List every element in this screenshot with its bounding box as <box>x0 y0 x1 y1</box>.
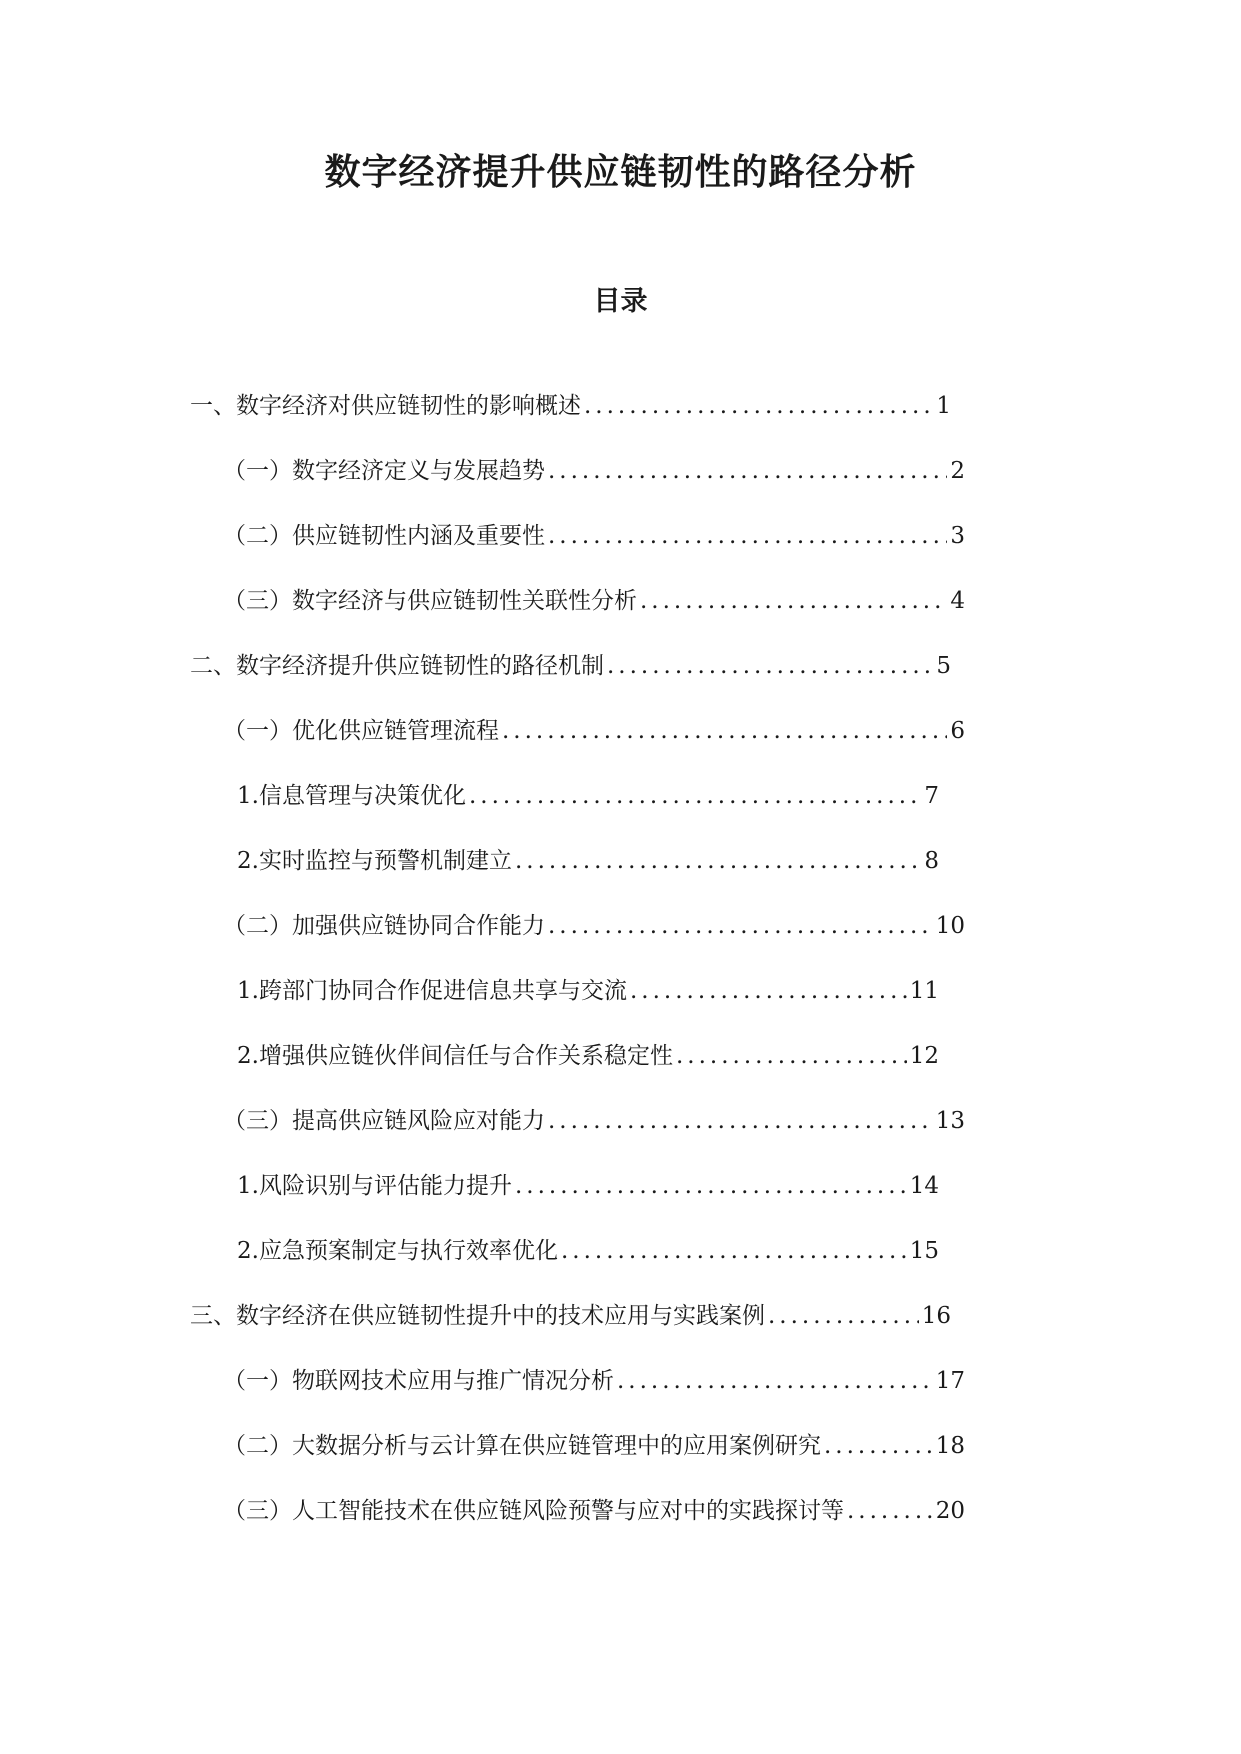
toc-leader-dots <box>548 451 947 491</box>
toc-entry[interactable] <box>0 1296 1241 1361</box>
toc-page-number: 12 <box>909 1043 939 1069</box>
toc-leader-dots <box>824 1426 933 1466</box>
toc-page-number: 8 <box>924 848 939 874</box>
toc-page-number: 5 <box>936 653 951 679</box>
toc-entry[interactable] <box>0 711 1241 776</box>
toc-entry[interactable] <box>0 646 1241 711</box>
toc-entry-number: 2. <box>237 848 259 874</box>
document-title: 数字经济提升供应链韧性的路径分析 <box>324 152 917 193</box>
toc-leader-dots <box>584 386 933 426</box>
toc-entry[interactable] <box>0 1101 1241 1166</box>
toc-leader-dots <box>630 971 907 1011</box>
toc-page-number: 20 <box>935 1498 965 1524</box>
toc-entry[interactable] <box>0 1036 1241 1101</box>
toc-leader-dots <box>847 1491 933 1531</box>
toc-leader-dots <box>515 841 921 881</box>
toc-leader-dots <box>515 1166 907 1206</box>
toc-entry[interactable] <box>0 971 1241 1036</box>
toc-entry-number: 2. <box>237 1043 259 1069</box>
toc-page-number: 3 <box>950 523 965 549</box>
toc-page-number: 13 <box>935 1108 965 1134</box>
toc-entry[interactable] <box>0 1491 1241 1556</box>
toc-leader-dots <box>640 581 947 621</box>
toc-entry[interactable] <box>0 451 1241 516</box>
toc-entry[interactable] <box>0 1361 1241 1426</box>
toc-entry-text: （三）提高供应链风险应对能力 <box>223 1108 545 1134</box>
toc-entry[interactable] <box>0 776 1241 841</box>
toc-leader-dots <box>607 646 933 686</box>
toc-leader-dots <box>502 711 947 751</box>
toc-entry[interactable] <box>0 1166 1241 1231</box>
toc-entry-text: （二）大数据分析与云计算在供应链管理中的应用案例研究 <box>223 1433 821 1459</box>
toc-page-number: 14 <box>909 1173 939 1199</box>
toc-entry[interactable] <box>0 516 1241 581</box>
toc-page-number: 16 <box>921 1303 951 1329</box>
toc-entry-text: 实时监控与预警机制建立 <box>258 848 512 874</box>
toc-entry[interactable] <box>0 581 1241 646</box>
toc-entry-text: 一、数字经济对供应链韧性的影响概述 <box>190 393 581 419</box>
table-of-contents <box>0 386 1241 1556</box>
toc-entry-number: 1. <box>237 783 259 809</box>
toc-entry-text: （二）供应链韧性内涵及重要性 <box>223 523 545 549</box>
toc-entry-number: 2. <box>237 1238 259 1264</box>
toc-page-number: 18 <box>935 1433 965 1459</box>
toc-leader-dots <box>768 1296 919 1336</box>
toc-entry-text: 跨部门协同合作促进信息共享与交流 <box>258 978 627 1004</box>
toc-entry[interactable] <box>0 1231 1241 1296</box>
toc-heading: 目录 <box>593 286 648 317</box>
toc-entry-text: （一）优化供应链管理流程 <box>223 718 499 744</box>
toc-leader-dots <box>548 1101 933 1141</box>
toc-entry-text: （二）加强供应链协同合作能力 <box>223 913 545 939</box>
toc-entry-number: 1. <box>237 1173 259 1199</box>
toc-entry-text: （三）人工智能技术在供应链风险预警与应对中的实践探讨等 <box>223 1498 844 1524</box>
toc-entry[interactable] <box>0 906 1241 971</box>
toc-page-number: 15 <box>909 1238 939 1264</box>
toc-entry[interactable] <box>0 841 1241 906</box>
toc-page-number: 2 <box>950 458 965 484</box>
toc-leader-dots <box>676 1036 907 1076</box>
toc-page-number: 6 <box>950 718 965 744</box>
toc-entry-text: （三）数字经济与供应链韧性关联性分析 <box>223 588 637 614</box>
toc-entry-text: 三、数字经济在供应链韧性提升中的技术应用与实践案例 <box>190 1303 765 1329</box>
toc-entry-text: 增强供应链伙伴间信任与合作关系稳定性 <box>258 1043 673 1069</box>
toc-page-number: 1 <box>936 393 951 419</box>
toc-entry-text: 风险识别与评估能力提升 <box>258 1173 512 1199</box>
toc-entry-text: 二、数字经济提升供应链韧性的路径机制 <box>190 653 604 679</box>
toc-leader-dots <box>548 516 947 556</box>
toc-entry-number: 1. <box>237 978 259 1004</box>
toc-leader-dots <box>469 776 921 816</box>
toc-entry-text: 应急预案制定与执行效率优化 <box>258 1238 558 1264</box>
toc-leader-dots <box>617 1361 933 1401</box>
toc-entry-text: （一）数字经济定义与发展趋势 <box>223 458 545 484</box>
toc-page-number: 11 <box>909 978 939 1004</box>
toc-entry-text: 信息管理与决策优化 <box>258 783 466 809</box>
toc-leader-dots <box>561 1231 907 1271</box>
toc-entry[interactable] <box>0 386 1241 451</box>
toc-page-number: 7 <box>924 783 939 809</box>
toc-leader-dots <box>548 906 933 946</box>
toc-page-number: 10 <box>935 913 965 939</box>
toc-page-number: 17 <box>935 1368 965 1394</box>
toc-entry[interactable] <box>0 1426 1241 1491</box>
toc-page-number: 4 <box>950 588 965 614</box>
toc-entry-text: （一）物联网技术应用与推广情况分析 <box>223 1368 614 1394</box>
